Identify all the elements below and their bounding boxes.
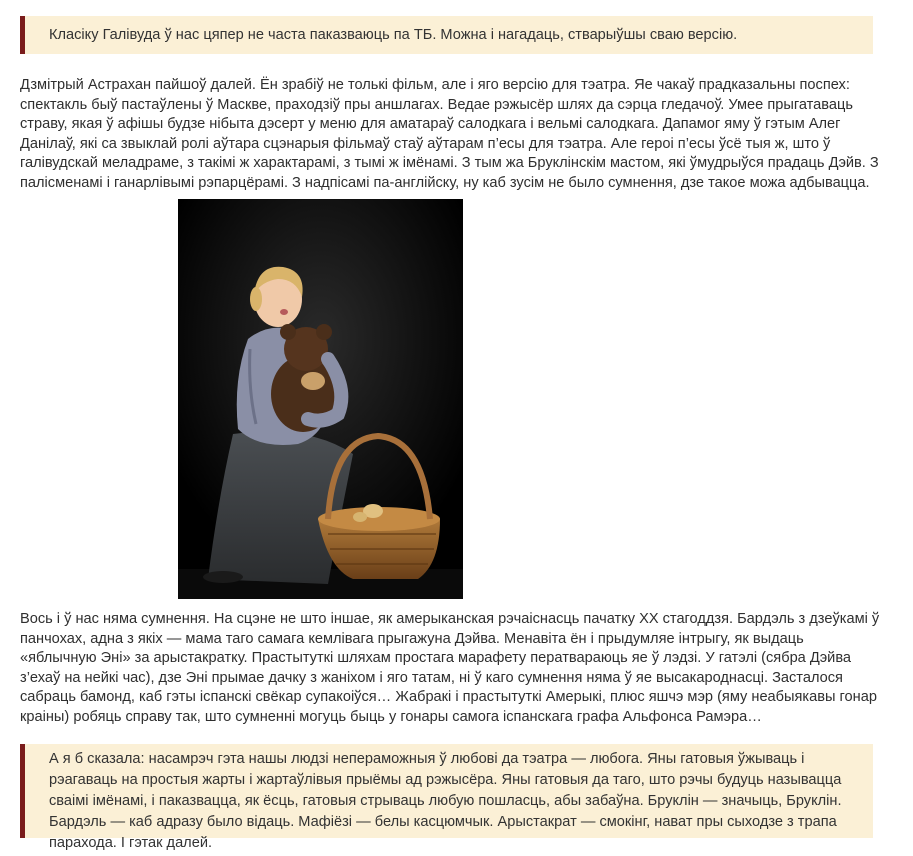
pull-quote-bottom xyxy=(20,744,873,851)
article-paragraph: Дзмітрый Астрахан пайшоў далей. Ён зрабіў не толькі фільм, але і яго версію для тэатра. Яе чакаў прадказальны поспех: спектакль быў пастаўлены ў Маскве, праходзіў пры аншлагах. Ведае рэжысёр шлях да сэрца гледачоў. Умее прыгатаваць страву, якая ў афішы будзе нібыта дэсерт у меню для аматараў салодкага і вельмі салодкага. Дапамог яму ў гэтым Алег Данілаў, які са звыклай ролі аўтара сцэнарыя фільмаў стаў аўтарам п’есы для тэатра. Але героі п’есы ўсё тыя ж, што ў галівудскай меладраме, з такімі ж характарамі, з тымі ж імёнамі. З тым жа Бруклінскім мастом, які ўмудрыўся прадаць Дэйв. З палісменамі і ганарлівымі рэпарцёрамі. З надпісамі па-англійску, ну каб зусім не было сумнення, дзе такое можа адбывацца. xyxy=(20,77,879,191)
stage-photo-image xyxy=(178,199,463,599)
article-paragraph: Вось і ў нас няма сумнення. На сцэне не што іншае, як амерыканская рэчаіснасць пачатку XX стагоддзя. Бардэль з дзеўкамі ў панчохах, адна з якіх — мама таго самага кемлівага прыгажуна Дэйва. Менавіта ён і прыдумляе інтрыгу, як выдаць «яблычную Эні» за арыстакратку. Прастытуткі шляхам простага марафету ператвараюць яе ў лэдзі. У гатэлі (сябра Дэйва з’ехаў на нейкі час), дзе Эні прымае дачку з жаніхом і яго татам, ні ў каго сумнення няма ў яе высакароднасці. Засталося сабраць бамонд, каб гэты іспанскі свёкар супакоіўся… Жабракі і прастытуткі Амерыкі, плюс яшчэ мэр (яму неабыякавы гонар краіны) робяць справу так, што сумненні могуць быць у гонары самога іспанскага графа Альфонса Рамэра… xyxy=(20,611,880,725)
pull-quote-top xyxy=(20,16,873,54)
pull-quote-top-text: Класіку Галівуда ў нас цяпер не часта паказваюць па ТБ. Можна і нагадаць, стварыўшы сваю версію. xyxy=(49,27,738,43)
pull-quote-bottom-text: А я б сказала: насамрэч гэта нашы людзі непераможныя ў любові да тэатра — любога. Яны гатовыя ўжываць і рэагаваць на простыя жарты і жартаўлівыя прыёмы ад рэжысёра. Яны гатовыя да таго, што рэчы будуць называцца сваімі імёнамі, і паказвацца, як ёсць, гатовыя стрываць любую пошласць, абы забаўна. Бруклін — значыць, Бруклін. Бардэль — каб адразу было відаць. Мафіёзі — белы касцюмчык. Арыстакрат — смокінг, нават пры сыходзе з трапа парахода. І гэтак далей. xyxy=(49,751,842,851)
stage-photo xyxy=(178,199,463,599)
